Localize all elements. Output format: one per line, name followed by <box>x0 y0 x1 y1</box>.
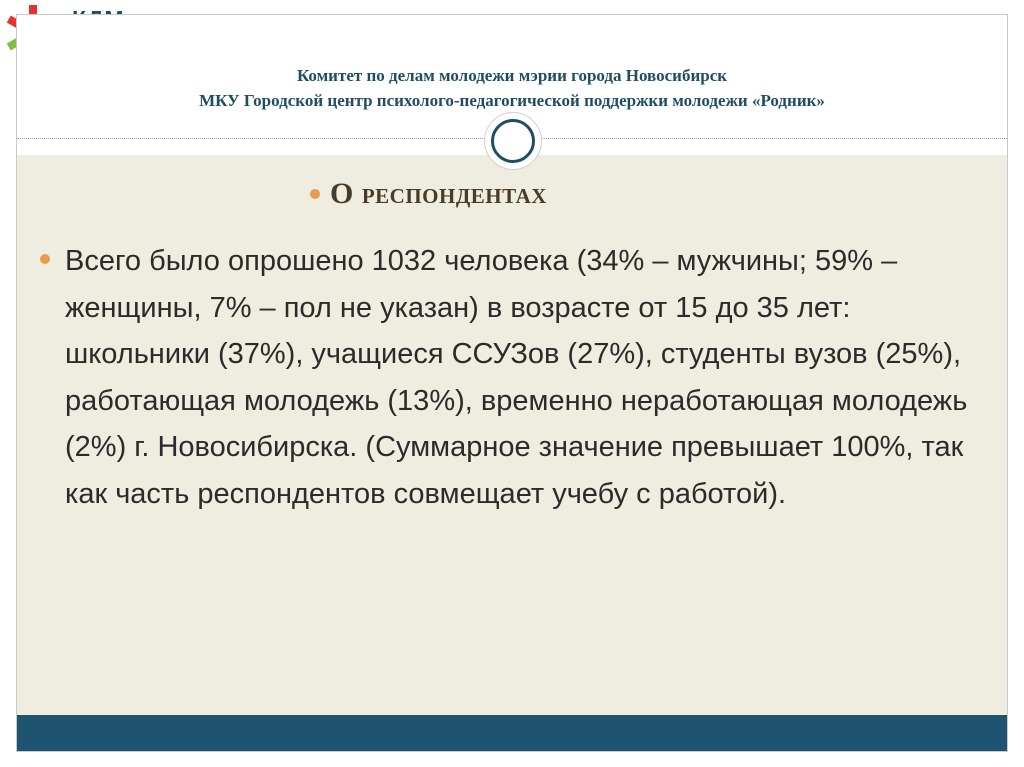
heading-text: О респондентах <box>330 177 547 210</box>
divider-circle-inner <box>491 119 535 163</box>
header-line-1: Комитет по делам молодежи мэрии города Новосибирск <box>296 66 728 85</box>
bullet-paragraph <box>40 238 970 517</box>
paragraph-text: Всего было опрошено 1032 человека (34% – мужчины; 59% – женщины, 7% – пол не указан) в возрасте от 15 до 35 лет: школьники (37%), учащиеся ССУЗов (27%), студенты вузов (25%), работающая молодежь (13%), временно неработающая молодежь (2%) г. Новосибирска. (Суммарное значение превышает 100%, так как часть респондентов совмещает учебу с работой). <box>65 245 968 510</box>
bullet-icon <box>40 254 50 264</box>
divider-circle-icon <box>484 112 542 170</box>
bullet-icon <box>310 189 320 199</box>
section-heading <box>310 174 547 214</box>
header-title <box>17 63 1007 113</box>
header-line-2: МКУ Городской центр психолого-педагогической поддержки молодежи «Родник» <box>199 91 825 110</box>
footer-bar <box>17 715 1007 751</box>
